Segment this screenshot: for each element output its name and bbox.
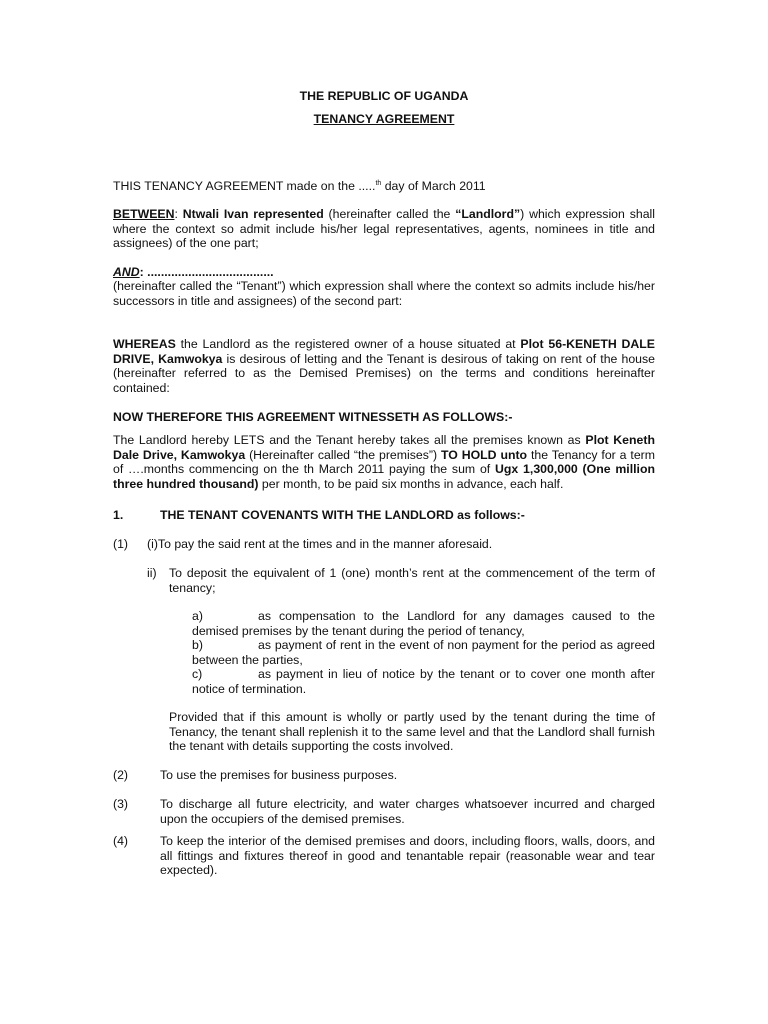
section-1-heading — [160, 508, 655, 523]
landlord-name: Ntwali Ivan represented — [182, 207, 324, 221]
and-line — [113, 265, 655, 280]
to-hold-unto: TO HOLD unto — [440, 447, 528, 462]
covenant-1-ii-number: ii) — [147, 566, 157, 580]
intro-superscript: th — [375, 179, 382, 187]
deposit-item-b — [192, 638, 655, 667]
section-1-suffix: as follows:- — [453, 508, 525, 522]
tenant-paragraph: (hereinafter called the “Tenant”) which expression shall where the context so admits include his/her successors in title and assignees) of the second part: — [113, 279, 655, 308]
item-a-text: as compensation to the Landlord for any damages caused to the demised premises by the tenant during the period of tenancy, — [192, 609, 655, 638]
item-a-label: a) — [192, 609, 203, 623]
intro-suffix: day of March 2011 — [381, 179, 486, 193]
provided-paragraph: Provided that if this amount is wholly or partly used by the tenant during the time of Tenancy, the tenant shall replenish it to the same level and that the Landlord shall furnish the tenant with details supporting the costs involved. — [169, 710, 655, 754]
deposit-item-c — [192, 667, 655, 696]
between-label: BETWEEN — [113, 207, 175, 221]
whereas-text-1: the Landlord as the registered owner of a house situated at — [175, 337, 521, 351]
republic-heading: THE REPUBLIC OF UGANDA — [299, 89, 469, 103]
lets-plot: Plot Keneth Dale Drive, Kamwokya — [113, 433, 655, 462]
covenant-1-text: (i)To pay the said rent at the times and in the manner aforesaid. — [147, 537, 493, 551]
document-title: TENANCY AGREEMENT — [313, 112, 455, 126]
section-1-number: 1. — [113, 508, 124, 522]
tenant-placeholder-dots: : ..................................... — [139, 265, 274, 279]
whereas-paragraph — [113, 337, 655, 395]
whereas-label: WHEREAS — [113, 337, 176, 351]
plot-address: Plot 56-KENETH DALE DRIVE, Kamwokya — [113, 337, 655, 366]
witnesseth-heading: NOW THEREFORE THIS AGREEMENT WITNESSETH AS FOLLOWS:- — [113, 410, 513, 424]
covenant-1-number: (1) — [113, 537, 129, 551]
covenant-3-number: (3) — [113, 797, 129, 811]
lets-text-4: per month, to be paid six months in advance, each half. — [258, 476, 564, 491]
covenant-4-text: To keep the interior of the demised premises and doors, including floors, walls, doors, and all fittings and fixtures thereof in good and tenantable repair (reasonable wear and tear expected). — [160, 834, 655, 878]
intro-paragraph — [113, 179, 655, 194]
item-c-label: c) — [192, 667, 203, 681]
between-text-1: (hereinafter called the — [323, 207, 456, 221]
item-b-text: as payment of rent in the event of non payment for the period as agreed between the parties, — [192, 638, 655, 667]
covenant-1-ii-text: To deposit the equivalent of 1 (one) month’s rent at the commencement of the term of tenancy; — [169, 566, 655, 595]
covenant-4-number: (4) — [113, 834, 129, 848]
landlord-term: “Landlord” — [455, 207, 521, 221]
section-1-title: THE TENANT COVENANTS WITH THE LANDLORD — [160, 508, 454, 522]
between-paragraph — [113, 207, 655, 251]
and-label: AND — [113, 265, 140, 279]
intro-prefix: THIS TENANCY AGREEMENT made on the ..... — [113, 179, 376, 193]
covenant-2-number: (2) — [113, 768, 129, 782]
covenant-2-text: To use the premises for business purposes. — [160, 768, 398, 782]
between-colon: : — [174, 207, 183, 221]
covenant-3-text: To discharge all future electricity, and water charges whatsoever incurred and charged upon the occupiers of the demised premises. — [160, 797, 655, 826]
rent-amount: Ugx 1,300,000 (One million three hundred thousand) — [113, 462, 655, 491]
lets-paragraph — [113, 433, 655, 491]
deposit-item-a — [192, 609, 655, 638]
item-b-label: b) — [192, 638, 203, 652]
lets-text-3: the Tenancy for a term of ….months commencing on the th March 2011 paying the sum of — [113, 447, 655, 477]
between-text-2: ) which expression shall where the context so admit include his/her legal representatives, agents, nominees in title and assignees) of the one part; — [113, 207, 655, 251]
lets-text-1: The Landlord hereby LETS and the Tenant hereby takes all the premises known as — [113, 433, 586, 447]
item-c-text: as payment in lieu of notice by the tenant or to cover one month after notice of termination. — [192, 667, 655, 696]
whereas-text-2: is desirous of letting and the Tenant is desirous of taking on rent of the house (hereinafter referred to as the Demised Premises) on the terms and conditions hereinafter contained: — [113, 351, 655, 395]
lets-text-2: (Hereinafter called “the premises”) — [245, 447, 441, 462]
